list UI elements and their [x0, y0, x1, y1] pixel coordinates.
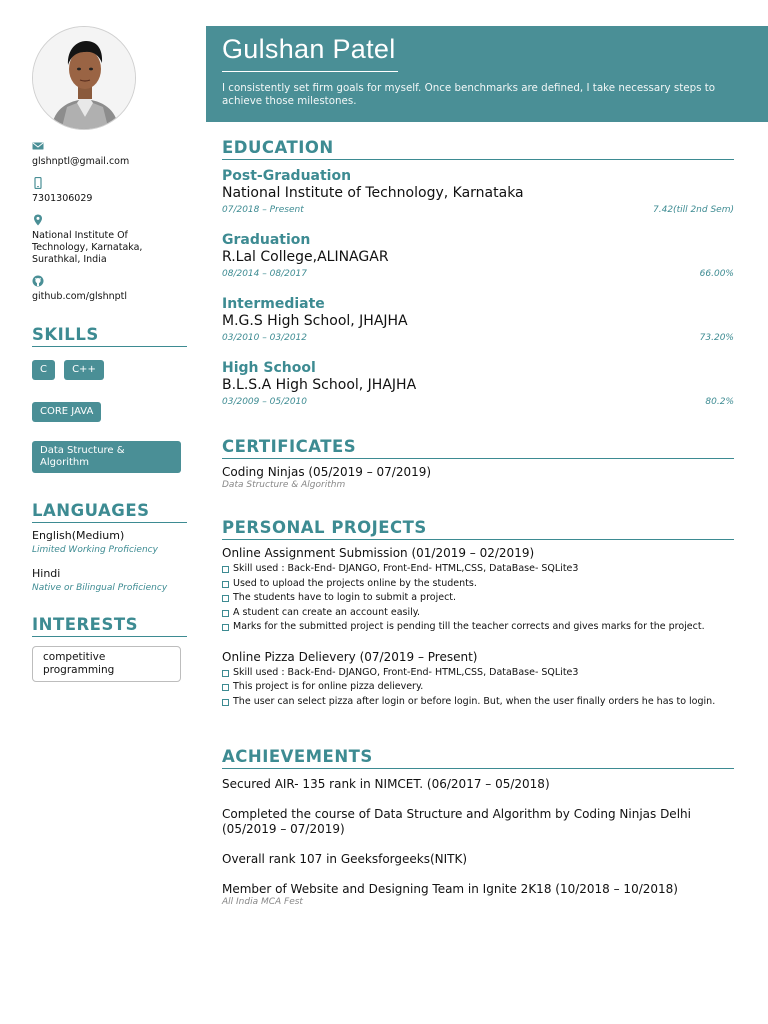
- summary-text: I consistently set firm goals for myself. Once benchmarks are defined, I take necessary steps to achieve those milestones.: [222, 82, 716, 107]
- skill-tag: C++: [64, 360, 104, 380]
- bullet-item: The students have to login to submit a project.: [222, 591, 734, 606]
- language-item: [32, 567, 187, 593]
- skill-tag: CORE JAVA: [32, 402, 101, 422]
- bullet-item: This project is for online pizza delievery.: [222, 680, 734, 695]
- project-title: Online Pizza Delievery (07/2019 – Present): [222, 649, 478, 664]
- bullet-item: Used to upload the projects online by the students.: [222, 577, 734, 592]
- achievement-item: [222, 807, 734, 837]
- education-item: [222, 296, 734, 343]
- education-score: 80.2%: [705, 397, 734, 407]
- main-content: [222, 138, 734, 908]
- github-icon: [32, 275, 44, 287]
- education-dates: 07/2018 – Present: [222, 205, 304, 215]
- education-level: High School: [222, 360, 316, 376]
- language-level: Limited Working Proficiency: [32, 545, 158, 555]
- education-level: Intermediate: [222, 296, 325, 312]
- education-institution: National Institute of Technology, Karnataka: [222, 185, 524, 201]
- education-item: [222, 360, 734, 407]
- skill-tag: C: [32, 360, 55, 380]
- github-text[interactable]: github.com/glshnptl: [32, 291, 128, 302]
- location-pin-icon: [32, 214, 44, 226]
- education-score: 7.42(till 2nd Sem): [653, 205, 734, 215]
- bullet-item: Skill used : Back-End- DJANGO, Front-End- HTML,CSS, DataBase- SQLite3: [222, 666, 734, 681]
- education-dates: 08/2014 – 08/2017: [222, 269, 307, 279]
- achievement-item: [222, 882, 734, 908]
- education-item: [222, 232, 734, 279]
- language-name: English(Medium): [32, 529, 125, 542]
- education-meta: [222, 397, 734, 407]
- education-institution: R.Lal College,ALINAGAR: [222, 249, 389, 265]
- projects-heading: PERSONAL PROJECTS: [222, 518, 734, 540]
- education-meta: [222, 333, 734, 343]
- project-bullets: [222, 666, 734, 710]
- skill-tag: Data Structure & Algorithm: [32, 441, 181, 473]
- skills-list: [32, 357, 187, 380]
- mobile-phone-icon: [32, 177, 44, 189]
- achievement-item: [222, 852, 734, 867]
- header-banner: [206, 26, 768, 122]
- achievement-title: Completed the course of Data Structure and Algorithm by Coding Ninjas Delhi (05/2019 – 07/2019): [222, 807, 691, 836]
- education-item: [222, 168, 734, 215]
- project-item: [222, 650, 734, 710]
- interest-tag: competitive programming: [32, 646, 181, 682]
- bullet-item: A student can create an account easily.: [222, 606, 734, 621]
- envelope-icon: [32, 140, 44, 152]
- project-title: Online Assignment Submission (01/2019 – 02/2019): [222, 546, 535, 560]
- bullet-item: Skill used : Back-End- DJANGO, Front-End- HTML,CSS, DataBase- SQLite3: [222, 562, 734, 577]
- address-text: National Institute Of Technology, Karnataka, Surathkal, India: [32, 230, 143, 265]
- education-institution: B.L.S.A High School, JHAJHA: [222, 377, 417, 393]
- certificate-item: [222, 465, 734, 491]
- achievement-item: [222, 777, 734, 792]
- certificates-heading: CERTIFICATES: [222, 437, 734, 459]
- education-dates: 03/2009 – 05/2010: [222, 397, 307, 407]
- achievement-title: Member of Website and Designing Team in Ignite 2K18 (10/2018 – 10/2018): [222, 882, 678, 896]
- achievement-title: Overall rank 107 in Geeksforgeeks(NITK): [222, 852, 468, 866]
- person-name: Gulshan Patel: [222, 34, 396, 64]
- achievement-title: Secured AIR- 135 rank in NIMCET. (06/2017 – 05/2018): [222, 777, 550, 791]
- education-meta: [222, 269, 734, 279]
- language-level: Native or Bilingual Proficiency: [32, 583, 168, 593]
- language-name: Hindi: [32, 567, 61, 580]
- skills-heading: SKILLS: [32, 325, 187, 347]
- avatar: [32, 26, 136, 130]
- certificate-sub: Data Structure & Algorithm: [222, 480, 346, 490]
- email-text[interactable]: glshnptl@gmail.com: [32, 156, 130, 167]
- achievements-heading: ACHIEVEMENTS: [222, 747, 734, 769]
- education-level: Post-Graduation: [222, 168, 352, 184]
- education-institution: M.G.S High School, JHAJHA: [222, 313, 408, 329]
- bullet-item: The user can select pizza after login or before login. But, when the user finally orders he has to login.: [222, 695, 734, 710]
- name-underline: [222, 71, 398, 72]
- education-score: 73.20%: [699, 333, 734, 343]
- profile-photo-icon: [33, 27, 136, 130]
- contact-list: [32, 140, 187, 303]
- contact-address: [32, 214, 187, 266]
- contact-phone: [32, 177, 187, 205]
- certificate-title: Coding Ninjas (05/2019 – 07/2019): [222, 465, 432, 479]
- education-score: 66.00%: [699, 269, 734, 279]
- project-bullets: [222, 562, 734, 635]
- contact-email: [32, 140, 187, 168]
- bullet-item: Marks for the submitted project is pending till the teacher corrects and gives marks for the project.: [222, 620, 734, 635]
- contact-github: [32, 275, 187, 303]
- sidebar: [32, 26, 187, 682]
- education-meta: [222, 205, 734, 215]
- achievement-sub: All India MCA Fest: [222, 897, 303, 907]
- phone-text: 7301306029: [32, 193, 93, 204]
- languages-heading: LANGUAGES: [32, 501, 187, 523]
- interests-heading: INTERESTS: [32, 615, 187, 637]
- education-heading: EDUCATION: [222, 138, 734, 160]
- education-dates: 03/2010 – 03/2012: [222, 333, 307, 343]
- education-level: Graduation: [222, 232, 311, 248]
- project-item: [222, 546, 734, 635]
- language-item: [32, 529, 187, 555]
